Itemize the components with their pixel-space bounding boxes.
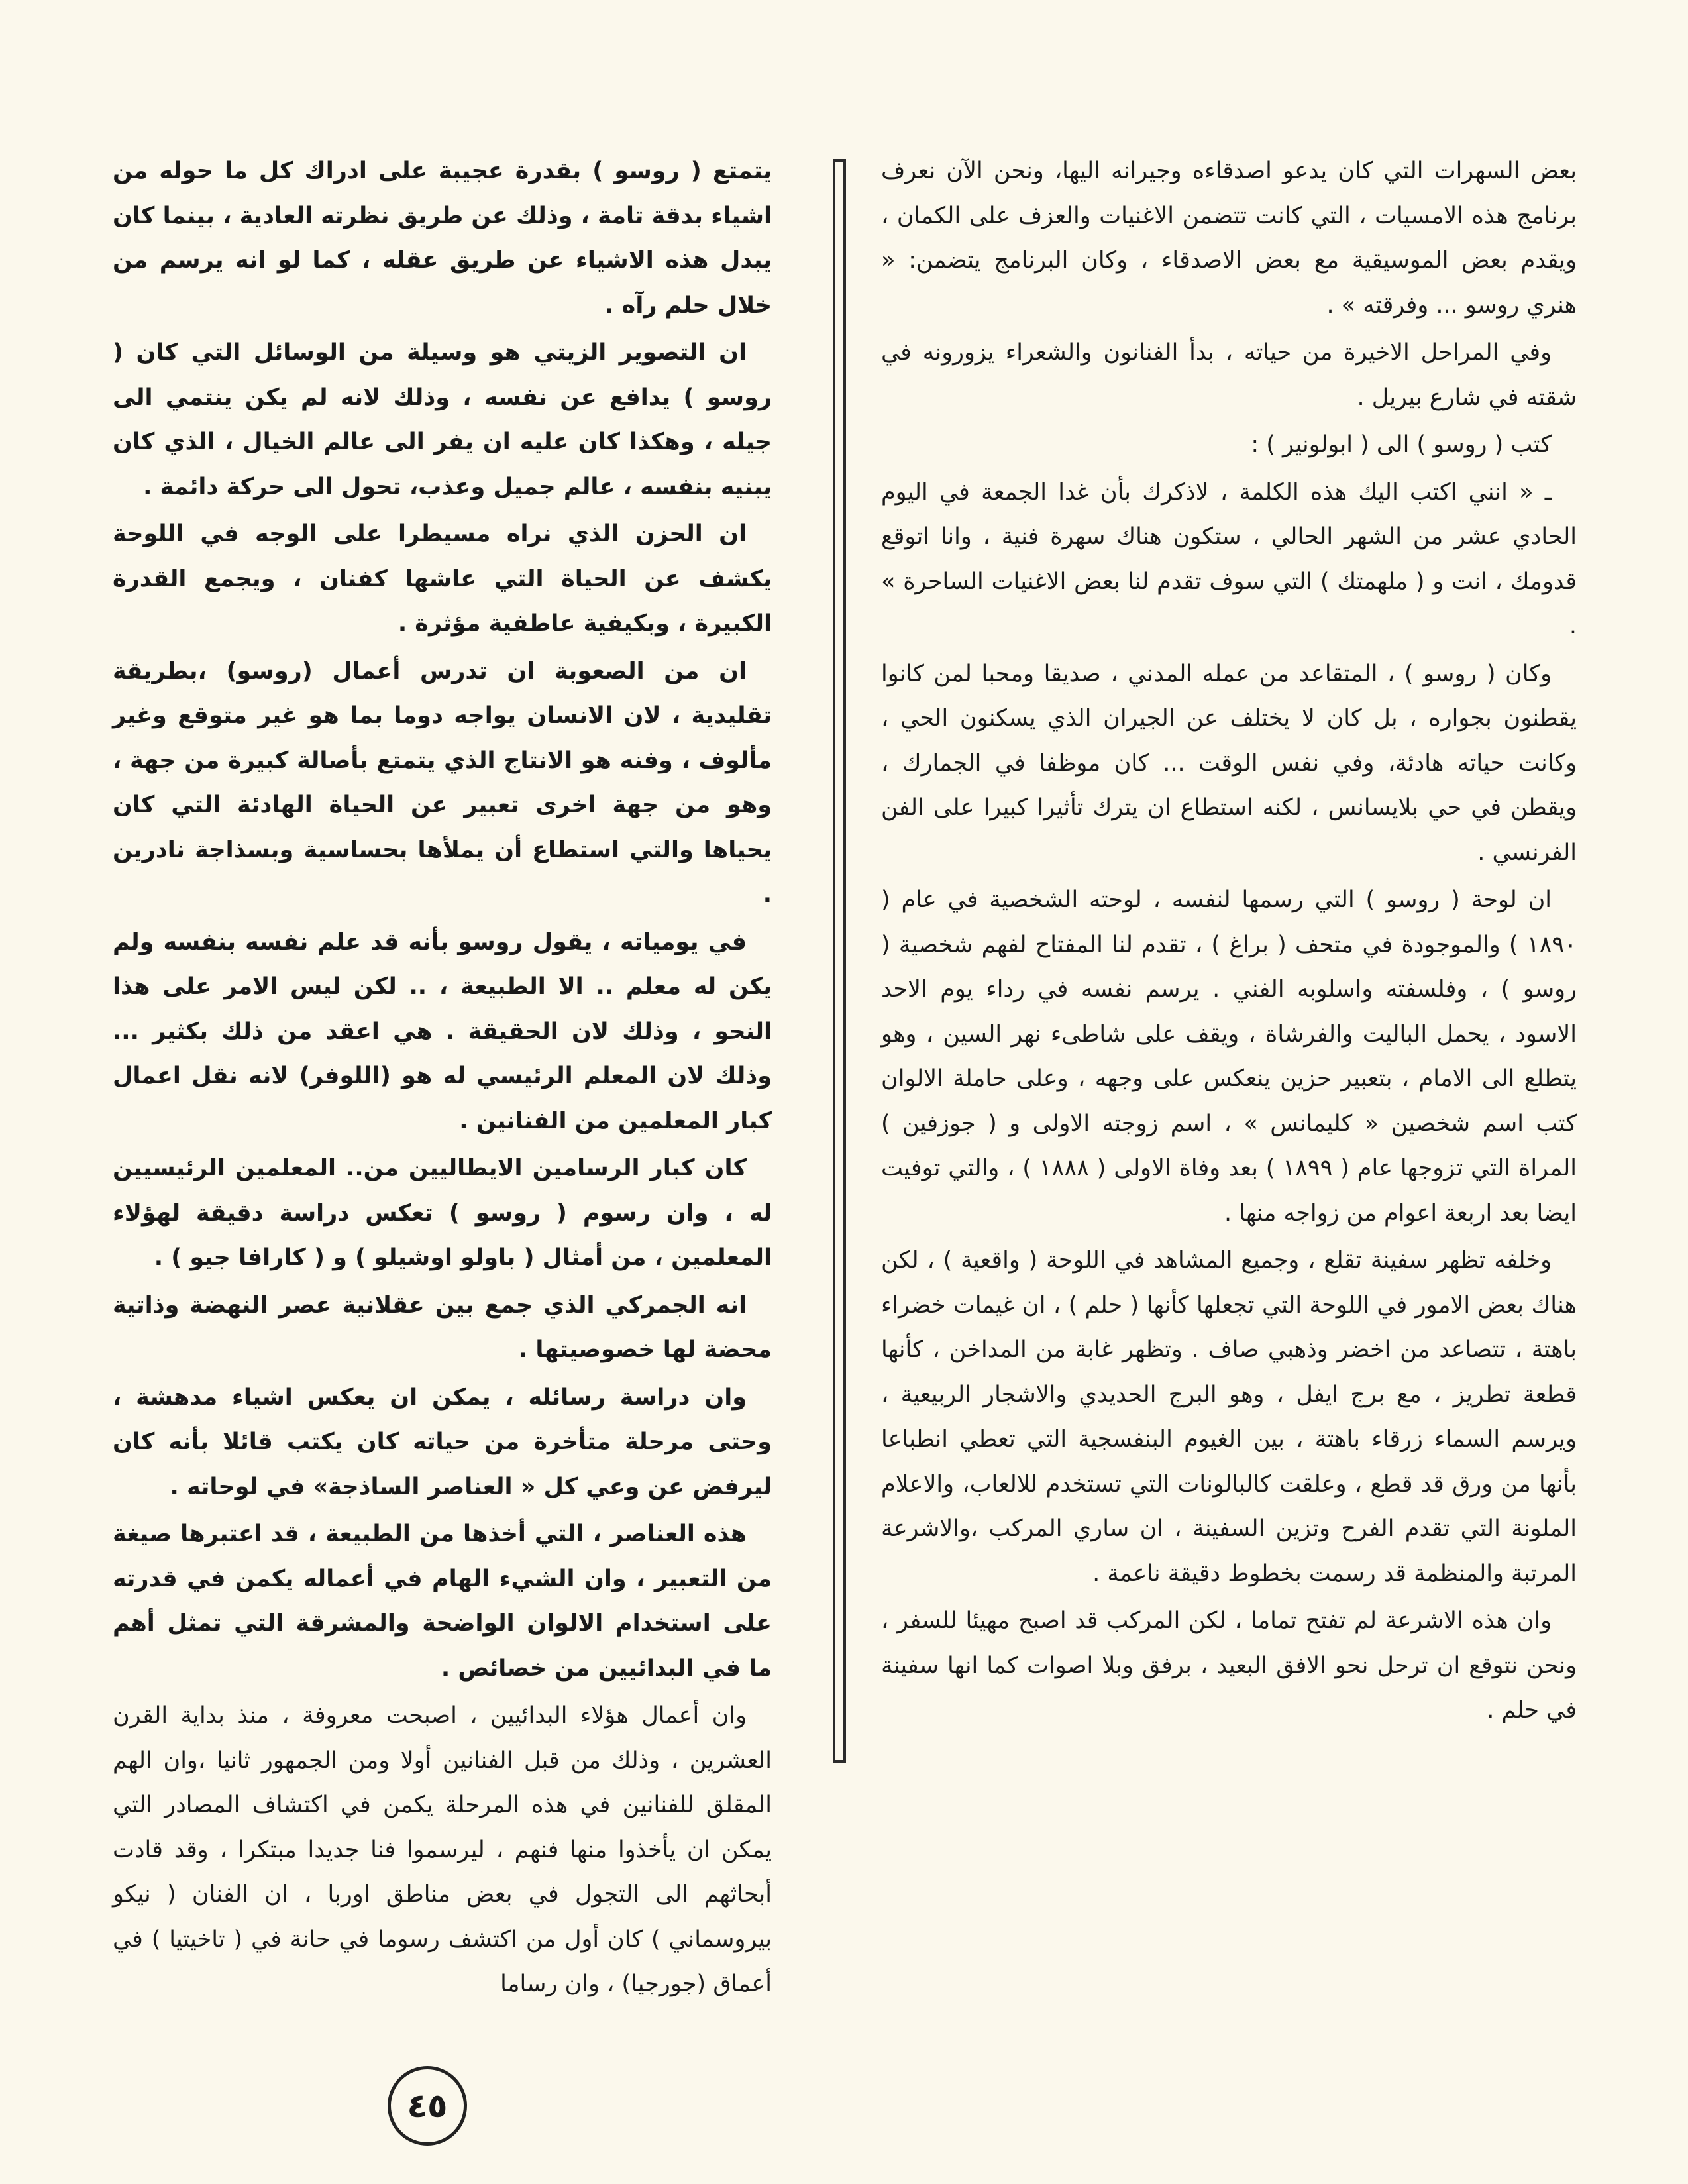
paragraph: يتمتع ( روسو ) بقدرة عجيبة على ادراك كل ما حوله من اشياء بدقة تامة ، وذلك عن طريق نظرته العادية ، بينما كان يبدل هذه الاشياء عن طريق عقله ، كما لو انه يرسم من خلال حلم رآه . (113, 158, 772, 319)
paragraph: وان هذه الاشرعة لم تفتح تماما ، لكن المركب قد اصبح مهيئا للسفر ، ونحن نتوقع ان ترحل نحو الافق البعيد ، برفق وبلا اصوات كما انها سفينة في حلم . (881, 1608, 1577, 1723)
column-divider (833, 159, 846, 1763)
paragraph: ان الحزن الذي نراه مسيطرا على الوجه في اللوحة يكشف عن الحياة التي عاشها كفنان ، ويجمع القدرة الكبيرة ، وبكيفية عاطفية مؤثرة . (113, 521, 772, 637)
text-column-left (113, 149, 772, 2010)
paragraph: كتب ( روسو ) الى ( ابولونير ) : (1251, 431, 1552, 458)
paragraph: كان كبار الرسامين الايطاليين من.. المعلمين الرئيسيين له ، وان رسوم ( روسو ) تعكس دراسة دقيقة لهؤلاء المعلمين ، من أمثال ( باولو اوشيلو ) و ( كارافا جيو ) . (113, 1155, 772, 1271)
paragraph: ان التصوير الزيتي هو وسيلة من الوسائل التي كان ( روسو ) يدافع عن نفسه ، وذلك لانه لم يكن ينتمي الى جيله ، وهكذا كان عليه ان يفر الى عالم الخيال ، الذي كان يبنيه بنفسه ، عالم جميل وعذب، تحول الى حركة دائمة . (113, 339, 772, 500)
paragraph: وخلفه تظهر سفينة تقلع ، وجميع المشاهد في اللوحة ( واقعية ) ، لكن هناك بعض الامور في اللوحة التي تجعلها كأنها ( حلم ) ، ان غيمات خضراء باهتة ، تتصاعد من اخضر وذهبي صاف . وتظهر غابة من المداخن ، كأنها قطعة تطريز ، مع برج ايفل ، وهو البرج الحديدي والاشجار الربيعية ، ويرسم السماء زرقاء باهتة ، بين الغيوم البنفسجية التي تعطي انطباعا بأنها من ورق قد قطع ، وعلقت كالبالونات التي تستخدم للالعاب، والاعلام الملونة التي تقدم الفرح وتزين السفينة ، ان ساري المركب ،والاشرعة المرتبة والمنظمة قد رسمت بخطوط دقيقة ناعمة . (881, 1247, 1577, 1587)
paragraph: في يومياته ، يقول روسو بأنه قد علم نفسه بنفسه ولم يكن له معلم .. الا الطبيعة ، .. لكن ليس الامر على هذا النحو ، وذلك لان الحقيقة . هي اعقد من ذلك بكثير ... وذلك لان المعلم الرئيسي له هو (اللوفر) لانه نقل اعمال كبار المعلمين من الفنانين . (113, 928, 772, 1134)
paragraph: انه الجمركي الذي جمع بين عقلانية عصر النهضة وذاتية محضة لها خصوصيتها . (113, 1291, 772, 1363)
paragraph: ان من الصعوبة ان تدرس أعمال (روسو) ،بطريقة تقليدية ، لان الانسان يواجه دوما بما هو غير متوقع وغير مألوف ، وفنه هو الانتاج الذي يتمتع بأصالة كبيرة من جهة ، وهو من جهة اخرى تعبير عن الحياة الهادئة التي كان يحياها والتي استطاع أن يملأها بحساسية وبسذاجة نادرين . (113, 657, 772, 908)
paragraph: وان دراسة رسائله ، يمكن ان يعكس اشياء مدهشة ، وحتى مرحلة متأخرة من حياته كان يكتب قائلا بأنه كان ليرفض عن وعي كل « العناصر الساذجة» في لوحاته . (113, 1384, 772, 1500)
paragraph: وان أعمال هؤلاء البدائيين ، اصبحت معروفة ، منذ بداية القرن العشرين ، وذلك من قبل الفنانين أولا ومن الجمهور ثانيا ،وان الهم المقلق للفنانين في هذه المرحلة يكمن في اكتشاف المصادر التي يمكن ان يأخذوا منها فنهم ، ليرسموا فنا جديدا مبتكرا ، وقد قادت أبحاثهم الى التجول في بعض مناطق اوربا ، ان الفنان ( نيكو بيروسماني ) كان أول من اكتشف رسوما في حانة في ( تاخيتيا ) في أعماق (جورجيا) ، وان رساما (113, 1702, 772, 1997)
paragraph: بعض السهرات التي كان يدعو اصدقاءه وجيرانه اليها، ونحن الآن نعرف برنامج هذه الامسيات ، التي كانت تتضمن الاغنيات والعزف على الكمان ، ويقدم بعض الموسيقية مع بعض الاصدقاء ، وكان البرنامج يتضمن: « هنري روسو ... وفرقته » . (881, 158, 1577, 319)
paragraph: وكان ( روسو ) ، المتقاعد من عمله المدني ، صديقا ومحبا لمن كانوا يقطنون بجواره ، بل كان لا يختلف عن الجيران الذي يسكنون الحي ، وكانت حياته هادئة، وفي نفس الوقت ... كان موظفا في الجمارك ، ويقطن في حي بلايسانس ، لكنه استطاع ان يترك تأثيرا كبيرا على الفن الفرنسي . (881, 660, 1577, 866)
page-number: ٤٥ (388, 2066, 467, 2146)
paragraph: ان لوحة ( روسو ) التي رسمها لنفسه ، لوحته الشخصية في عام ( ١٨٩٠ ) والموجودة في متحف ( براغ ) ، تقدم لنا المفتاح لفهم شخصية ( روسو ) ، وفلسفته واسلوبه الفني . يرسم نفسه في رداء يوم الاحد الاسود ، يحمل الباليت والفرشاة ، ويقف على شاطىء نهر السين ، وهو يتطلع الى الامام ، بتعبير حزين ينعكس على وجهه ، وعلى حاملة الالوان كتب اسم شخصين « كليمانس » ، اسم زوجته الاولى و ( جوزفين ) المراة التي تزوجها عام ( ١٨٩٩ ) بعد وفاة الاولى ( ١٨٨٨ ) ، والتي توفيت ايضا بعد اربعة اعوام من زواجه منها . (881, 887, 1577, 1227)
text-column-right (881, 149, 1577, 1736)
paragraph: وفي المراحل الاخيرة من حياته ، بدأ الفنانون والشعراء يزورونه في شقته في شارع بيريل . (881, 339, 1577, 411)
paragraph: هذه العناصر ، التي أخذها من الطبيعة ، قد اعتبرها صيغة من التعبير ، وان الشيء الهام في أعماله يكمن في قدرته على استخدام الالوان الواضحة والمشرقة التي تمثل أهم ما في البدائيين من خصائص . (113, 1521, 772, 1682)
paragraph: ـ « انني اكتب اليك هذه الكلمة ، لاذكرك بأن غدا الجمعة في اليوم الحادي عشر من الشهر الحالي ، ستكون هناك سهرة فنية ، وانا اتوقع قدومك ، انت و ( ملهمتك ) التي سوف تقدم لنا بعض الاغنيات الساحرة » . (881, 478, 1577, 639)
